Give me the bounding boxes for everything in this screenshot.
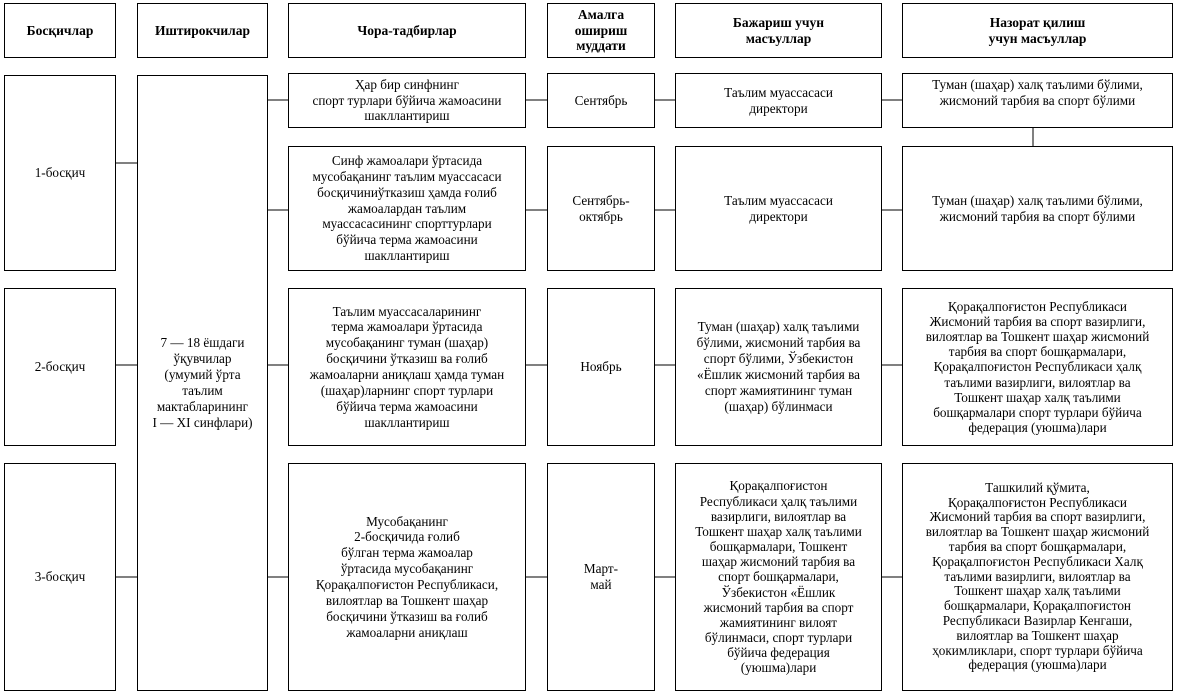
supervisor-2: Туман (шаҳар) халқ таълими бўлими, жисмоний тарбия ва спорт бўлими	[902, 146, 1173, 271]
timing-3: Ноябрь	[547, 288, 655, 446]
header-timing: Амалга ошириш муддати	[547, 3, 655, 58]
timing-1: Сентябрь	[547, 73, 655, 128]
header-measures: Чора-тадбирлар	[288, 3, 526, 58]
executor-1: Таълим муассасаси директори	[675, 73, 882, 128]
measure-2: Синф жамоалари ўртасида мусобақанинг таълим муассасаси босқичиниўтказиш ҳамда ғолиб жамоалардан таълим муассасасининг спорттурлари бўйича терма жамоасини шакллантириш	[288, 146, 526, 271]
stage-3: 3-босқич	[4, 463, 116, 691]
header-executors: Бажариш учун масъуллар	[675, 3, 882, 58]
supervisor-3: Қорақалпоғистон Республикаси Жисмоний тарбия ва спорт вазирлиги, вилоятлар ва Тошкент шаҳар жисмоний тарбия ва спорт бошқармалари, Қорақалпоғистон Республикаси ҳалқ таълими вазирлиги, вилоятлар ва Тошкент шаҳар халқ таълими бошқармалари спорт турлари бўйича федерация (уюшма)лари	[902, 288, 1173, 446]
executor-2: Таълим муассасаси директори	[675, 146, 882, 271]
header-stages: Босқичлар	[4, 3, 116, 58]
stage-2: 2-босқич	[4, 288, 116, 446]
supervisor-1: Туман (шаҳар) халқ таълими бўлими, жисмоний тарбия ва спорт бўлими	[902, 73, 1173, 128]
participants-box: 7 — 18 ёшдаги ўқувчилар (умумий ўрта таълим мактабларининг I — XI синфлари)	[137, 75, 268, 691]
measure-4: Мусобақанинг 2-босқичида ғолиб бўлган терма жамоалар ўртасида мусобақанинг Қорақалпоғистон Республикаси, вилоятлар ва Тошкент шаҳар босқичини ўтказиш ва ғолиб жамоаларни аниқлаш	[288, 463, 526, 691]
executor-4: Қорақалпоғистон Республикаси ҳалқ таълими вазирлиги, вилоятлар ва Тошкент шаҳар халқ таълими бошқармалари, Тошкент шаҳар жисмоний тарбия ва спорт бошқармалари, Ўзбекистон «Ёшлик жисмоний тарбия ва спорт жамиятининг вилоят бўлинмаси, спорт турлари бўйича федерация (уюшма)лари	[675, 463, 882, 691]
measure-1: Ҳар бир синфнинг спорт турлари бўйича жамоасини шакллантириш	[288, 73, 526, 128]
stage-1: 1-босқич	[4, 75, 116, 271]
executor-3: Туман (шаҳар) халқ таълими бўлими, жисмоний тарбия ва спорт бўлими, Ўзбекистон «Ёшлик жисмоний тарбия ва спорт жамиятининг туман (шаҳар) бўлинмаси	[675, 288, 882, 446]
header-participants: Иштирокчилар	[137, 3, 268, 58]
header-supervisors: Назорат қилиш учун масъуллар	[902, 3, 1173, 58]
timing-2: Сентябрь- октябрь	[547, 146, 655, 271]
supervisor-4: Ташкилий қўмита, Қорақалпоғистон Республикаси Жисмоний тарбия ва спорт вазирлиги, вилоятлар ва Тошкент шаҳар жисмоний тарбия ва спорт бошқармалари, Қорақалпоғистон Республикаси Халқ таълими вазирлиги, вилоятлар ва Тошкент шаҳар халқ таълими бошқармалари, Қорақалпоғистон Республикаси Вазирлар Кенгаши, вилоятлар ва Тошкент шаҳар ҳокимликлари, спорт турлари бўйича федерация (уюшма)лари	[902, 463, 1173, 691]
measure-3: Таълим муассасаларининг терма жамоалари ўртасида мусобақанинг туман (шаҳар) босқичини ўтказиш ва ғолиб жамоаларни аниқлаш ҳамда туман (шаҳар)ларнинг спорт турлари бўйича терма жамоасини шакллантириш	[288, 288, 526, 446]
timing-4: Март- май	[547, 463, 655, 691]
